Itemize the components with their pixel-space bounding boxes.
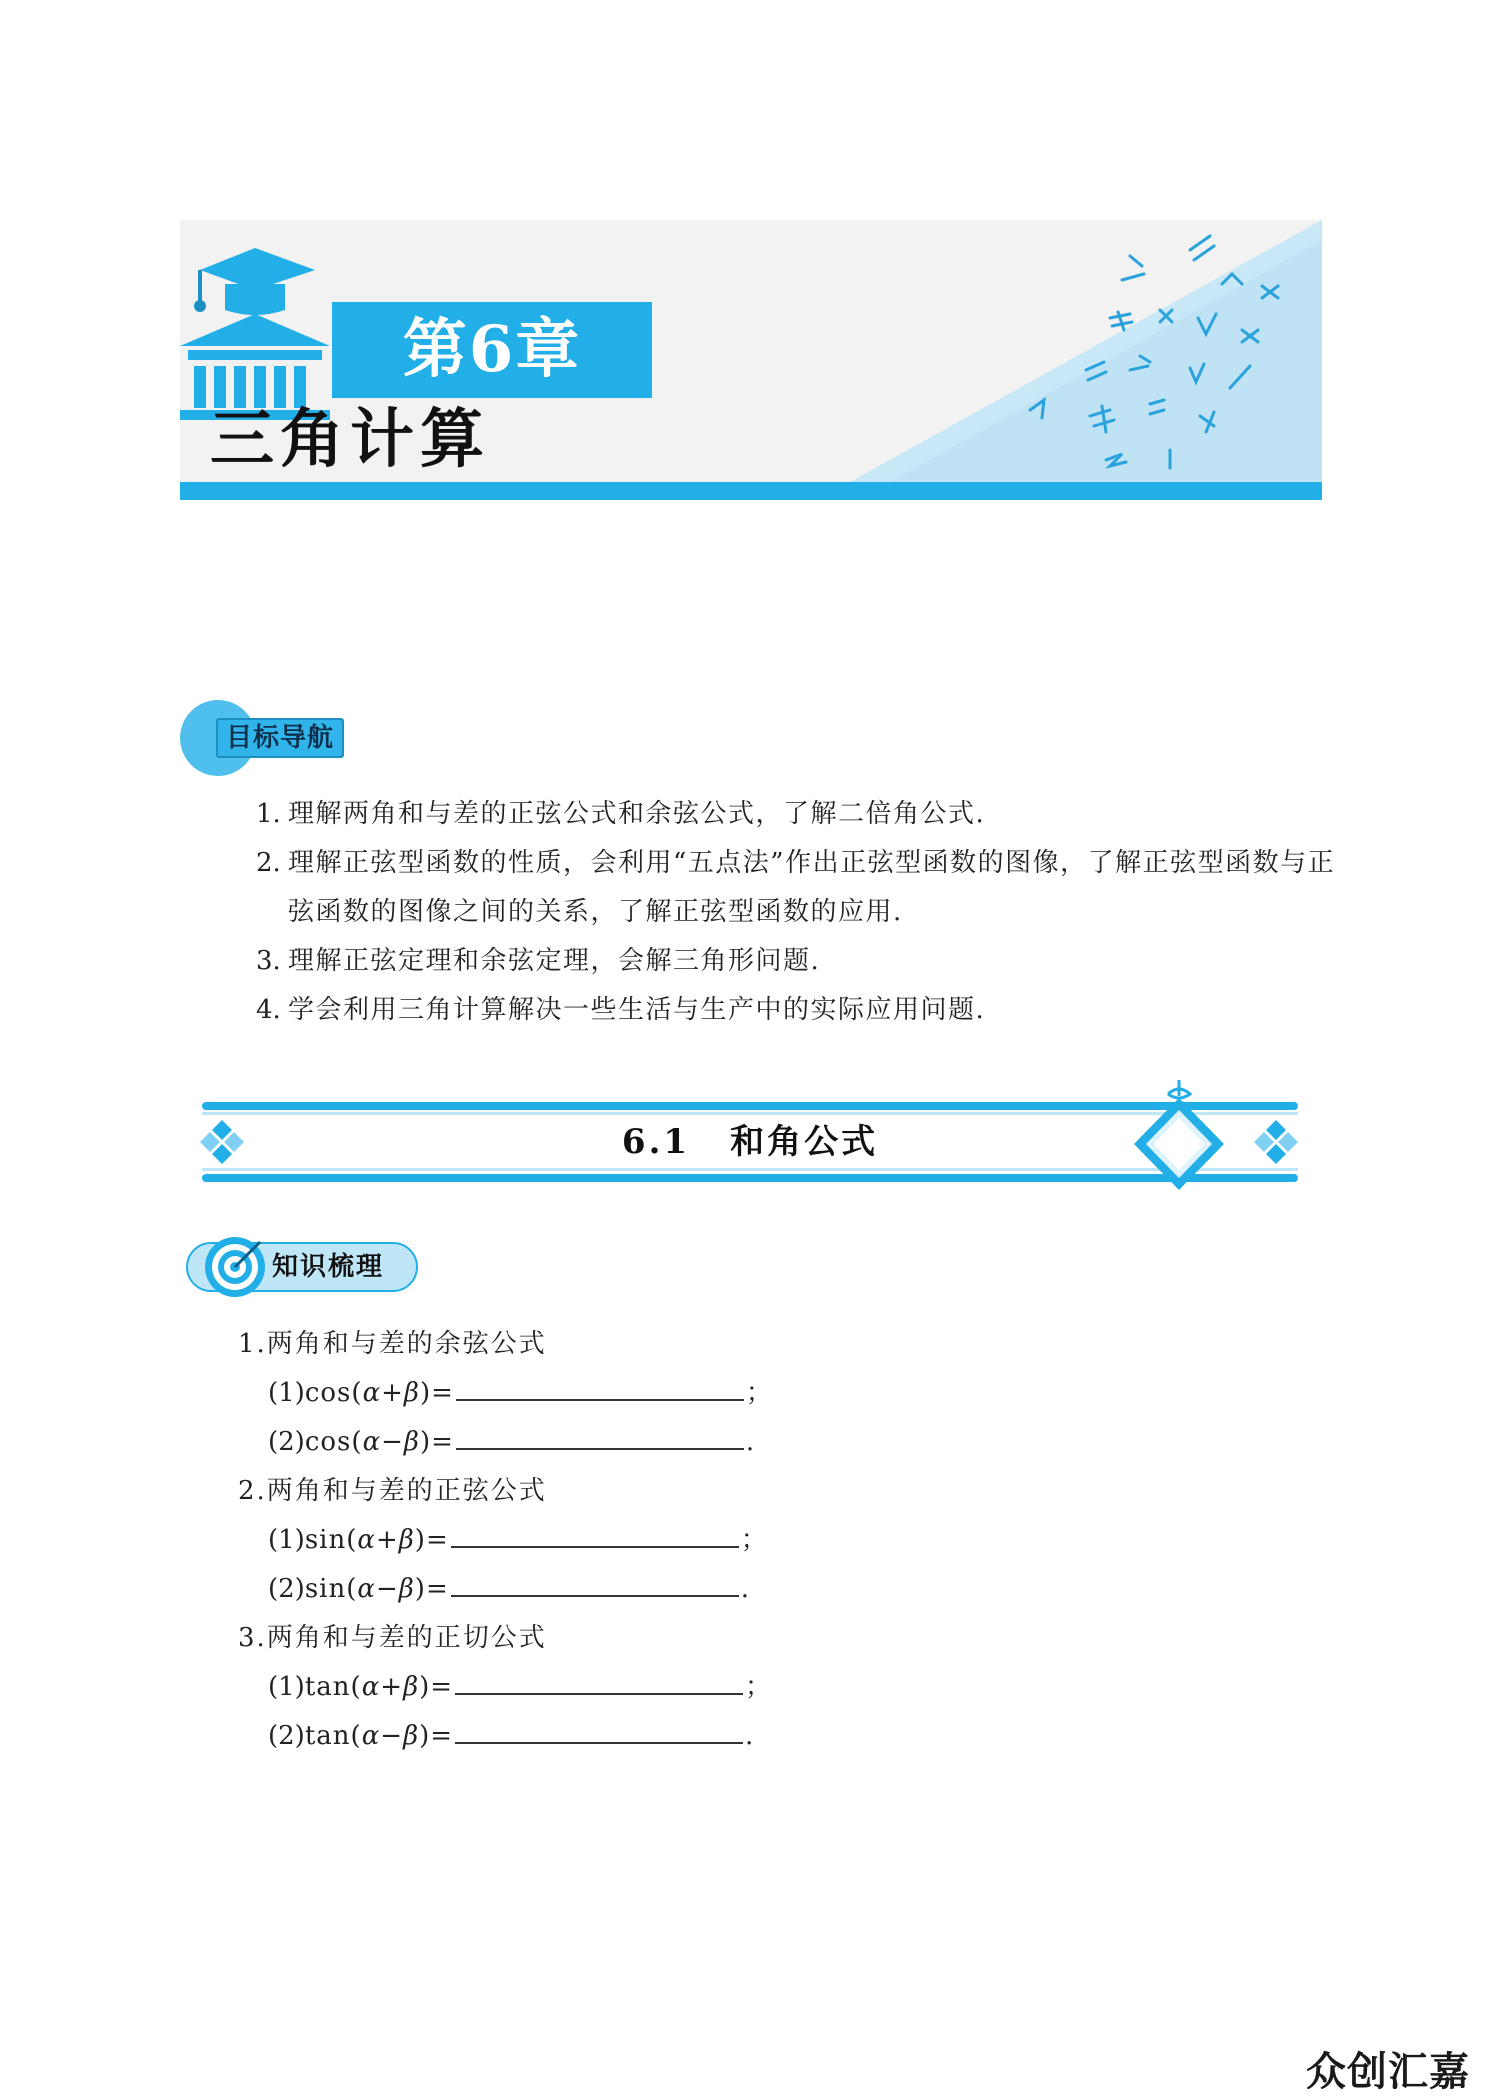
watermark: 众创汇嘉 bbox=[1306, 2049, 1470, 2095]
section-name: 和角公式 bbox=[730, 1122, 879, 1162]
formula-expression: tan(α+β)= bbox=[304, 1672, 454, 1702]
formula-expression: sin(α+β)= bbox=[304, 1525, 449, 1555]
formula-index: (1) bbox=[268, 1525, 305, 1555]
header-underline-bar bbox=[180, 482, 1322, 500]
badge-label-box bbox=[216, 718, 344, 758]
math-symbols-decoration bbox=[850, 220, 1322, 482]
chapter-header bbox=[180, 220, 1322, 502]
section-banner bbox=[196, 1098, 1304, 1198]
formula-expression: sin(α−β)= bbox=[304, 1574, 449, 1604]
answer-blank[interactable] bbox=[451, 1516, 739, 1548]
university-building-icon bbox=[180, 240, 330, 420]
goal-item-text: 理解正弦定理和余弦定理，会解三角形问题. bbox=[288, 946, 821, 976]
end-mark: . bbox=[740, 1574, 749, 1604]
formula-row bbox=[238, 1663, 938, 1712]
formula-index: (1) bbox=[268, 1378, 305, 1408]
answer-blank[interactable] bbox=[451, 1565, 739, 1597]
goal-nav-badge bbox=[180, 700, 380, 780]
goal-item bbox=[256, 937, 1336, 986]
goal-item bbox=[256, 986, 1336, 1035]
answer-blank[interactable] bbox=[456, 1369, 744, 1401]
goal-item-text: 理解正弦型函数的性质，会利用“五点法”作出正弦型函数的图像，了解正弦型函数与正弦函数的图像之间的关系，了解正弦型函数的应用. bbox=[288, 848, 1336, 927]
section-number: 6.1 bbox=[621, 1122, 691, 1162]
formula-row bbox=[238, 1516, 938, 1565]
formula-index: (1) bbox=[268, 1672, 305, 1702]
target-icon bbox=[202, 1234, 268, 1300]
formula-group-heading: 1.两角和与差的余弦公式 bbox=[238, 1329, 547, 1359]
formula-group-heading: 3.两角和与差的正切公式 bbox=[238, 1623, 547, 1653]
knowledge-badge bbox=[180, 1234, 420, 1300]
formula-index: (2) bbox=[268, 1574, 305, 1604]
goal-item bbox=[256, 839, 1336, 937]
end-mark: ； bbox=[745, 1672, 772, 1702]
end-mark: . bbox=[745, 1427, 755, 1457]
end-mark: ； bbox=[740, 1525, 767, 1555]
goal-item-number: 4. bbox=[256, 995, 281, 1025]
formula-index: (2) bbox=[268, 1427, 305, 1457]
goal-item-number: 2. bbox=[256, 848, 281, 878]
answer-blank[interactable] bbox=[455, 1712, 743, 1744]
formula-row bbox=[238, 1565, 938, 1614]
goal-list bbox=[256, 790, 1336, 1035]
answer-blank[interactable] bbox=[455, 1663, 743, 1695]
goal-item-text: 理解两角和与差的正弦公式和余弦公式，了解二倍角公式. bbox=[288, 799, 986, 829]
formula-list bbox=[238, 1320, 938, 1761]
formula-row bbox=[238, 1418, 938, 1467]
knowledge-label: 知识梳理 bbox=[272, 1252, 385, 1282]
chapter-title: 三角计算 bbox=[210, 403, 490, 477]
formula-group-heading: 2.两角和与差的正弦公式 bbox=[238, 1476, 547, 1506]
formula-row bbox=[238, 1712, 938, 1761]
goal-item-number: 3. bbox=[256, 946, 281, 976]
chapter-number: 第6章 bbox=[402, 312, 582, 387]
goal-item-text: 学会利用三角计算解决一些生活与生产中的实际应用问题. bbox=[288, 995, 986, 1025]
goal-nav-label: 目标导航 bbox=[226, 723, 335, 753]
goal-item-number: 1. bbox=[256, 799, 281, 829]
section-title bbox=[196, 1112, 1304, 1172]
answer-blank[interactable] bbox=[456, 1418, 744, 1450]
formula-row bbox=[238, 1369, 938, 1418]
goal-item bbox=[256, 790, 1336, 839]
formula-expression: cos(α−β)= bbox=[304, 1427, 454, 1457]
formula-expression: cos(α+β)= bbox=[304, 1378, 454, 1408]
end-mark: . bbox=[745, 1721, 754, 1751]
formula-index: (2) bbox=[268, 1721, 305, 1751]
formula-expression: tan(α−β)= bbox=[304, 1721, 454, 1751]
end-mark: ； bbox=[745, 1378, 772, 1408]
